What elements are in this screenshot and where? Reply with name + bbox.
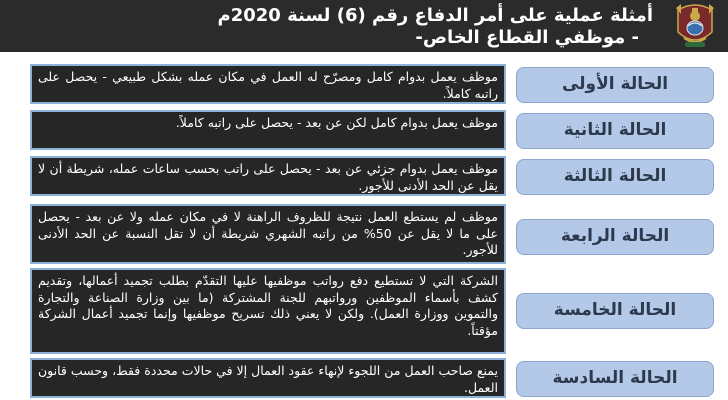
case-1-description <box>30 64 506 104</box>
title-line-1: أمثلة عملية على أمر الدفاع رقم (6) لسنة 2020م <box>217 5 653 26</box>
jordan-coat-of-arms-icon <box>672 2 718 50</box>
case-4-label: الحالة الرابعة <box>516 219 714 255</box>
title-bar <box>0 0 728 52</box>
case-3-description <box>30 156 506 196</box>
case-6-description <box>30 358 506 398</box>
case-4-description <box>30 204 506 264</box>
case-3-label: الحالة الثالثة <box>516 159 714 195</box>
case-1-text: موظف يعمل بدوام كامل ومصرّح له العمل في مكان عمله بشكل طبيعي - يحصل على راتبه كاملاً. <box>38 69 498 101</box>
case-6-text: يمنع صاحب العمل من اللجوء لإنهاء عقود العمال إلا في حالات محددة فقط، وحسب قانون العمل. <box>38 363 498 395</box>
case-5-label: الحالة الخامسة <box>516 293 714 329</box>
case-2-label: الحالة الثانية <box>516 113 714 149</box>
case-1-label: الحالة الأولى <box>516 67 714 103</box>
title-line-2: - موظفي القطاع الخاص- <box>415 27 639 48</box>
slide-title <box>133 5 653 49</box>
case-3-text: موظف يعمل بدوام جزئي عن بعد - يحصل على راتب بحسب ساعات عمله، شريطة أن لا يقل عن الحد الأدنى للأجور. <box>38 161 498 193</box>
case-4-text: موظف لم يستطع العمل نتيجة للظروف الراهنة لا في مكان عمله ولا عن بعد - يحصل على ما لا يقل عن 50% من راتبه الشهري شريطة أن لا تقل النسبة عن الحد الأدنى للأجور. <box>38 209 498 257</box>
case-2-description <box>30 110 506 150</box>
case-6-label: الحالة السادسة <box>516 361 714 397</box>
case-5-text: الشركة التي لا تستطيع دفع رواتب موظفيها عليها التقدّم بطلب تجميد أعمالها، وتقديم كشف بأسماء الموظفين ورواتبهم للجنة المشتركة (ما بين وزارة الصناعة والتجارة والتموين ووزارة العمل). ولكن لا يعني ذلك تسريح موظفيها وإنما تجميد أعمال الشركة مؤقتاً. <box>38 273 498 338</box>
case-5-description <box>30 268 506 354</box>
case-2-text: موظف يعمل بدوام كامل لكن عن بعد - يحصل على راتبه كاملاً. <box>175 115 498 130</box>
